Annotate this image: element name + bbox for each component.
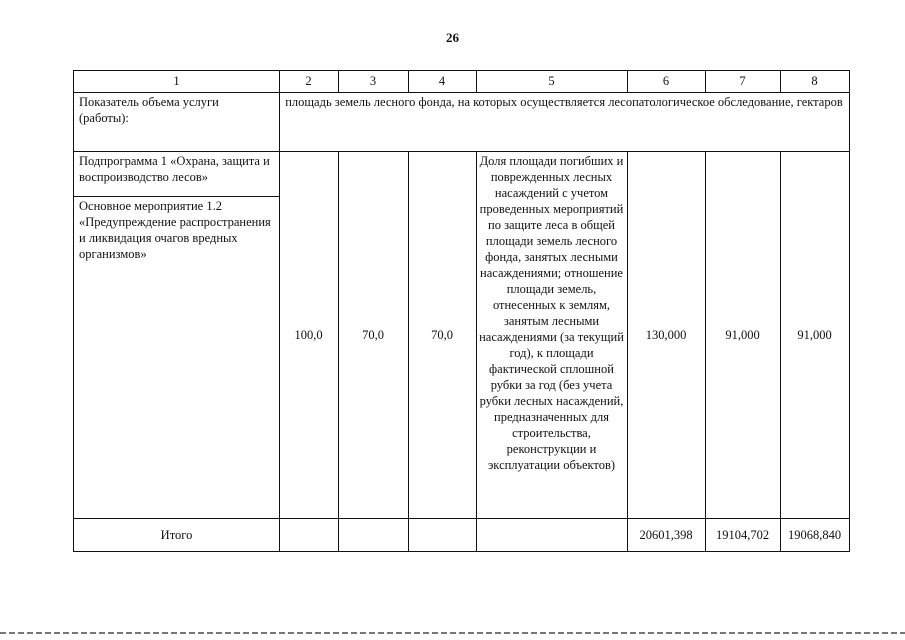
subprogram-title: Подпрограмма 1 «Охрана, защита и воспроизводство лесов» (79, 154, 270, 184)
row-divider (74, 196, 279, 197)
value-col-6: 130,000 (645, 327, 687, 342)
value-col-8: 91,000 (797, 327, 832, 342)
value-col-4: 70,0 (431, 327, 453, 342)
value-col-2: 100,0 (294, 327, 323, 342)
row-divider (74, 92, 849, 93)
header-col-8: 8 (811, 74, 818, 88)
budget-table (73, 70, 850, 552)
value-col-7: 91,000 (725, 327, 760, 342)
header-col-1: 1 (173, 74, 180, 88)
service-indicator-description: площадь земель лесного фонда, на которых осуществляется лесопатологическое обследование, гектаров (285, 95, 843, 109)
total-label: Итого (160, 528, 193, 542)
main-measure-title: Основное мероприятие 1.2 «Предупреждение распространения и ликвидация очагов вредных организмов» (79, 199, 271, 261)
service-indicator-label: Показатель объема услуги (работы): (79, 95, 219, 125)
page-number: 26 (446, 30, 459, 45)
total-col-6: 20601,398 (639, 528, 693, 542)
header-col-7: 7 (739, 74, 746, 88)
scan-edge-rule (0, 632, 905, 634)
col-divider (279, 92, 280, 151)
total-col-8: 19068,840 (787, 528, 842, 542)
header-col-5: 5 (548, 74, 555, 88)
indicator-description: Доля площади погибших и поврежденных лесных насаждений с учетом проведенных мероприятий по защите леса в общей площади земель лесного фонда, занятых лесными насаждениями; отношение площади земель, отнесенных к землям, занятым лесными насаждениями (за текущий год), к площади фактической сплошной рубки за год (без учета рубки лесных насаждений, предназначенных для строительства, реконструкции и эксплуатации объектов) (479, 154, 624, 472)
col-divider (476, 151, 477, 552)
header-col-4: 4 (438, 74, 446, 88)
value-col-3: 70,0 (362, 327, 384, 342)
total-col-7: 19104,702 (715, 528, 770, 542)
header-col-2: 2 (305, 74, 312, 88)
header-col-3: 3 (369, 74, 377, 88)
header-col-6: 6 (662, 74, 670, 88)
